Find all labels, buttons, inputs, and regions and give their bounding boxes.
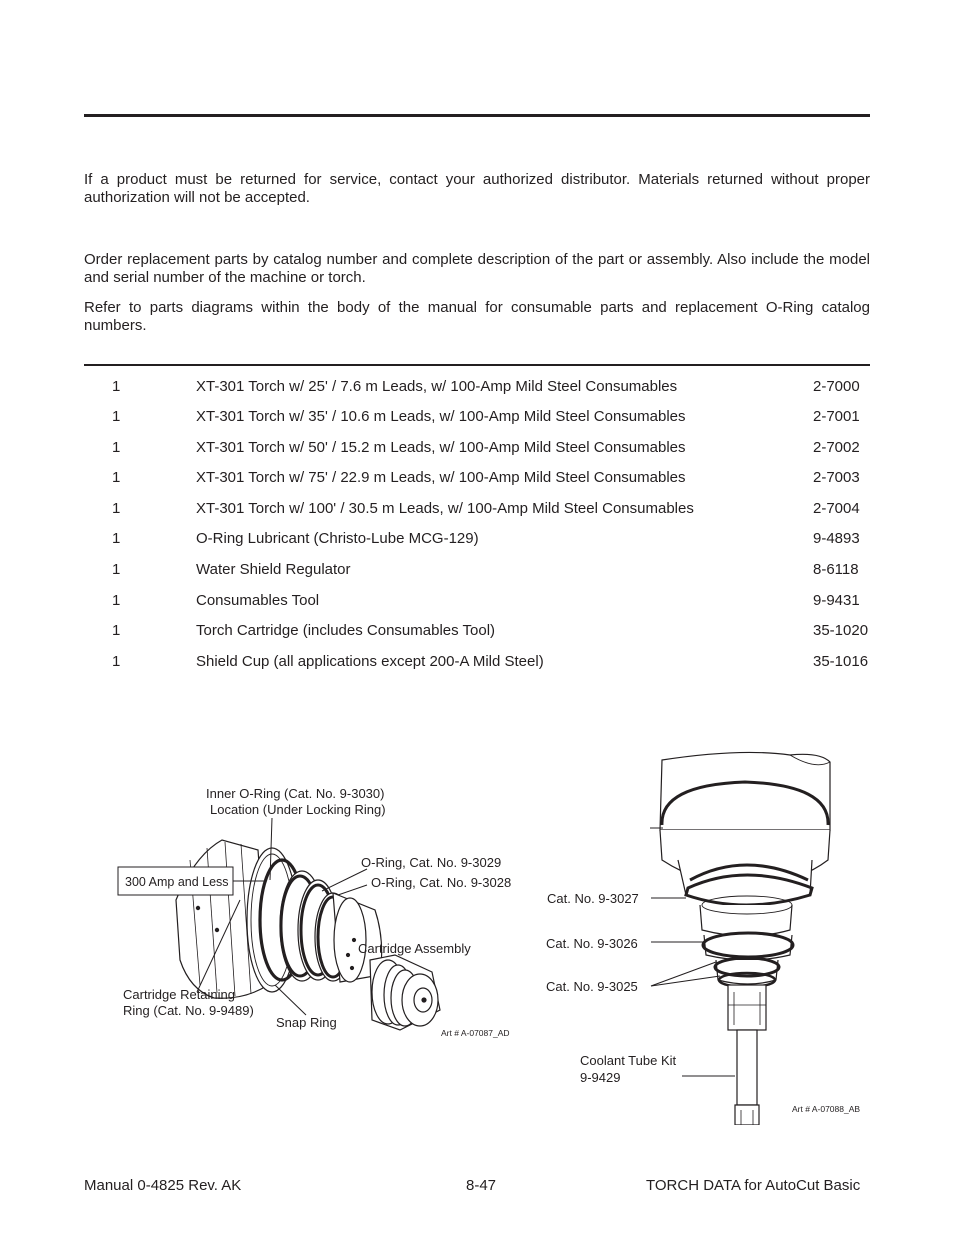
qty-cell: 1 <box>112 408 121 425</box>
inner-oring-label-2: Location (Under Locking Ring) <box>210 802 386 817</box>
table-row <box>84 469 870 489</box>
table-row <box>84 408 870 428</box>
qty-cell: 1 <box>112 378 121 395</box>
table-row <box>84 530 870 550</box>
amp-badge-label: 300 Amp and Less <box>125 875 229 889</box>
ordering-paragraph: Order replacement parts by catalog number and complete description of the part or assembly. Also include the model and serial number of the machine or torch. <box>84 251 870 286</box>
catalog-cell: 35-1020 <box>813 622 869 639</box>
coolant-tube-label-2: 9-9429 <box>580 1070 621 1085</box>
description-cell: XT-301 Torch w/ 35' / 10.6 m Leads, w/ 100-Amp Mild Steel Consumables <box>196 408 686 425</box>
catalog-cell: 2-7003 <box>813 469 860 486</box>
top-rule <box>84 114 870 117</box>
description-cell: Shield Cup (all applications except 200-A Mild Steel) <box>196 653 544 670</box>
table-row <box>84 561 870 581</box>
description-cell: Consumables Tool <box>196 592 320 609</box>
cat-3026-label: Cat. No. 9-3026 <box>546 936 638 951</box>
returns-paragraph: If a product must be returned for service, contact your authorized distributor. Materials returned without proper authorization will not be accepted. <box>84 171 870 206</box>
qty-cell: 1 <box>112 592 121 609</box>
qty-cell: 1 <box>112 622 121 639</box>
catalog-cell: 2-7001 <box>813 408 860 425</box>
torch-head-drawing <box>650 752 830 1125</box>
description-cell: Torch Cartridge (includes Consumables Tool) <box>196 622 496 639</box>
footer-manual: Manual 0-4825 Rev. AK <box>84 1177 242 1194</box>
oring-3029-label: O-Ring, Cat. No. 9-3029 <box>361 855 502 870</box>
coolant-tube-label-1: Coolant Tube Kit <box>580 1053 677 1068</box>
cat-3027-label: Cat. No. 9-3027 <box>547 891 639 906</box>
table-row <box>84 378 870 398</box>
table-row <box>84 653 870 673</box>
torch-head-diagram <box>540 740 875 1125</box>
art-number-left: Art # A-07087_AD <box>441 1028 510 1038</box>
catalog-cell: 9-4893 <box>813 530 860 547</box>
qty-cell: 1 <box>112 500 121 517</box>
retaining-ring-label-2: Ring (Cat. No. 9-9489) <box>123 1003 254 1018</box>
description-cell: XT-301 Torch w/ 100' / 30.5 m Leads, w/ 100-Amp Mild Steel Consumables <box>196 500 694 517</box>
catalog-cell: 9-9431 <box>813 592 860 609</box>
table-row <box>84 622 870 642</box>
retaining-ring-label-1: Cartridge Retaining <box>123 987 236 1002</box>
qty-cell: 1 <box>112 653 121 670</box>
catalog-cell: 8-6118 <box>813 561 859 578</box>
table-row <box>84 500 870 520</box>
qty-cell: 1 <box>112 469 121 486</box>
description-cell: Water Shield Regulator <box>196 561 351 578</box>
parts-reference-paragraph: Refer to parts diagrams within the body of the manual for consumable parts and replacement O-Ring catalog numbers. <box>84 299 870 334</box>
cat-3025-label: Cat. No. 9-3025 <box>546 979 638 994</box>
oring-3028-label: O-Ring, Cat. No. 9-3028 <box>371 875 512 890</box>
qty-cell: 1 <box>112 439 121 456</box>
catalog-cell: 2-7000 <box>813 378 860 395</box>
snap-ring-label: Snap Ring <box>276 1015 337 1030</box>
table-row <box>84 592 870 612</box>
cartridge-diagram <box>110 775 530 1045</box>
parts-table-rule <box>84 364 870 366</box>
qty-cell: 1 <box>112 561 121 578</box>
footer-page-number: 8-47 <box>466 1177 497 1194</box>
table-row <box>84 439 870 459</box>
catalog-cell: 35-1016 <box>813 653 869 670</box>
description-cell: XT-301 Torch w/ 25' / 7.6 m Leads, w/ 100-Amp Mild Steel Consumables <box>196 378 678 395</box>
description-cell: XT-301 Torch w/ 75' / 22.9 m Leads, w/ 100-Amp Mild Steel Consumables <box>196 469 686 486</box>
description-cell: O-Ring Lubricant (Christo-Lube MCG-129) <box>196 530 479 547</box>
catalog-cell: 2-7002 <box>813 439 860 456</box>
cartridge-assembly-label: Cartridge Assembly <box>358 941 471 956</box>
footer-section: TORCH DATA for AutoCut Basic <box>646 1177 861 1194</box>
description-cell: XT-301 Torch w/ 50' / 15.2 m Leads, w/ 100-Amp Mild Steel Consumables <box>196 439 686 456</box>
art-number-right: Art # A-07088_AB <box>792 1104 861 1114</box>
qty-cell: 1 <box>112 530 121 547</box>
inner-oring-label-1: Inner O-Ring (Cat. No. 9-3030) <box>206 786 385 801</box>
catalog-cell: 2-7004 <box>813 500 860 517</box>
